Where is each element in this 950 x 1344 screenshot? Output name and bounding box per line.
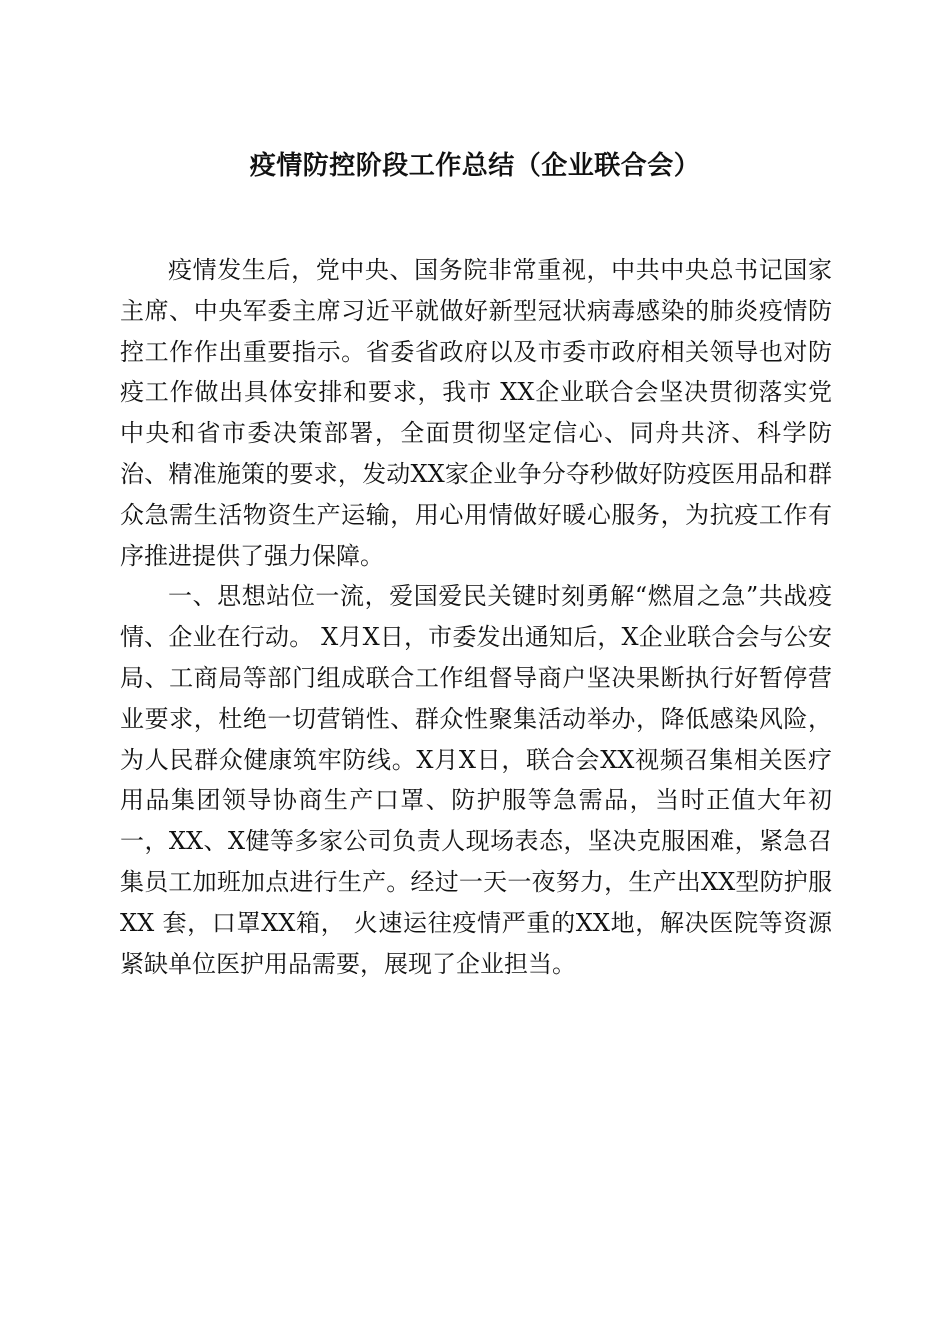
document-title: 疫情防控阶段工作总结（企业联合会） <box>249 151 701 181</box>
body-paragraph-section-one: 一、思想站位一流，爱国爱民关键时刻勇解“燃眉之急”共战疫情、企业在行动。 X月X日，市委发出通知后，X企业联合会与公安局、工商局等部门组成联合工作组督导商户坚决果断执行好暂停营业要求，杜绝一切营销性、群众性聚集活动举办，降低感染风险，为人民群众健康筑牢防线。X月X日，联合会XX视频召集相关医疗用品集团领导协商生产口罩、防护服等急需品，当时正值大年初一，XX、X健等多家公司负责人现场表态，坚决克服困难，紧急召集员工加班加点进行生产。经过一天一夜努力，生产出XX型防护服XX 套，口罩XX箱， 火速运往疫情严重的XX地，解决医院等资源紧缺单位医护用品需要，展现了企业担当。 <box>120 582 832 978</box>
document-body <box>120 250 832 984</box>
body-paragraph-intro: 疫情发生后，党中央、国务院非常重视，中共中央总书记国家主席、中央军委主席习近平就做好新型冠状病毒感染的肺炎疫情防控工作作出重要指示。省委省政府以及市委市政府相关领导也对防疫工作做出具体安排和要求，我市 XX企业联合会坚决贯彻落实党中央和省市委决策部署，全面贯彻坚定信心、同舟共济、科学防治、精准施策的要求，发动XX家企业争分夺秒做好防疫医用品和群众急需生活物资生产运输，用心用情做好暖心服务，为抗疫工作有序推进提供了强力保障。 <box>120 256 832 570</box>
